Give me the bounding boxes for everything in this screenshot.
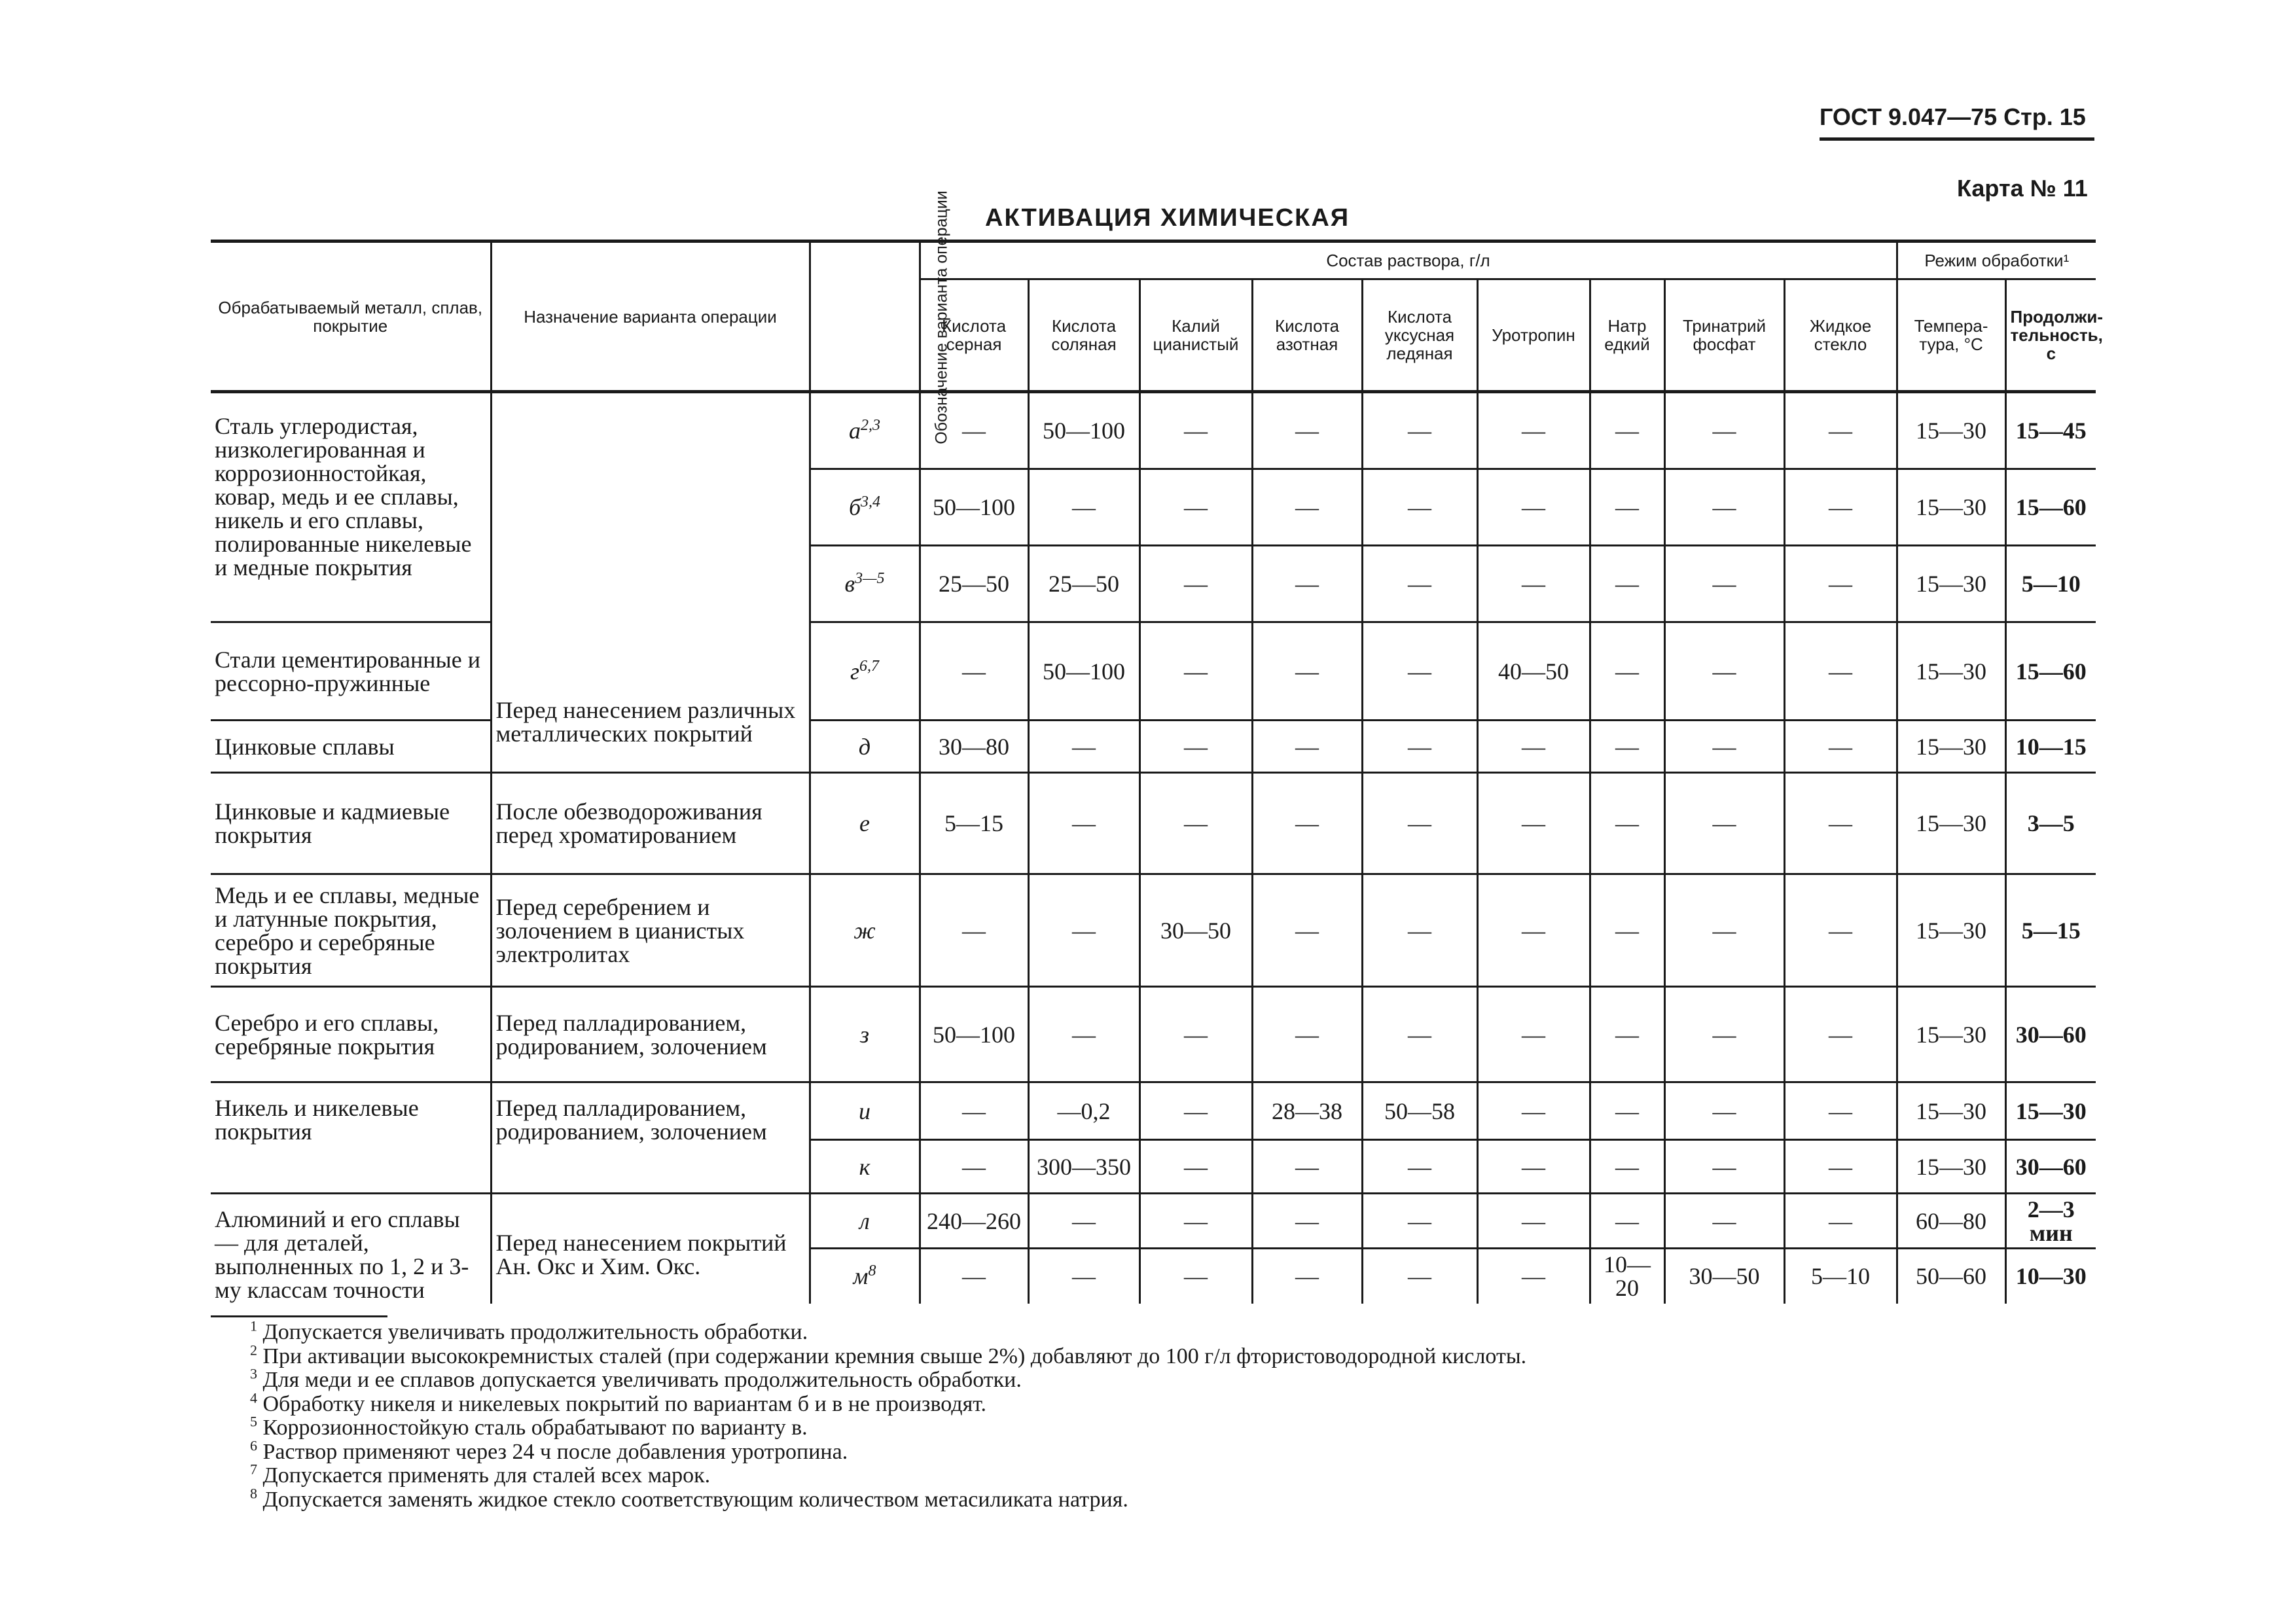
cell-sulfuric: 30—80 xyxy=(920,721,1028,773)
cell-urotropin: — xyxy=(1477,773,1590,874)
cell-phosphate: 30—50 xyxy=(1664,1249,1784,1304)
purpose-2: После обезводороживания перед хроматированием xyxy=(491,773,810,874)
cell-temperature: 15—30 xyxy=(1897,773,2005,874)
footnote-1: $^1$ Допускается увеличивать продолжительность обработки. xyxy=(250,1317,808,1344)
cell-nitric: — xyxy=(1252,546,1362,622)
cell-cyanide: 30—50 xyxy=(1139,874,1252,987)
cell-cyanide: — xyxy=(1139,1082,1252,1140)
cell-sulfuric: 240—260 xyxy=(920,1194,1028,1249)
col-header-variant-code: Обозначение варианта операции xyxy=(810,241,920,392)
variant-code: $в^{3—5}$ xyxy=(810,546,920,622)
footnote-rule xyxy=(211,1315,387,1317)
cell-nitric: — xyxy=(1252,1249,1362,1304)
table-row xyxy=(211,392,2096,469)
cell-naoh: — xyxy=(1590,773,1664,874)
footnote-4: $^4$ Обработку никеля и никелевых покрытий по вариантам б и в не производят. xyxy=(250,1389,987,1416)
cell-urotropin: — xyxy=(1477,392,1590,469)
variant-code: к xyxy=(810,1140,920,1194)
col-header-urotropin: Уротропин xyxy=(1477,279,1590,392)
gost-page-header: ГОСТ 9.047—75 Стр. 15 xyxy=(1820,103,2086,130)
cell-hydrochloric: — xyxy=(1028,721,1139,773)
cell-naoh: — xyxy=(1590,987,1664,1082)
cell-hydrochloric: — xyxy=(1028,1194,1139,1249)
cell-urotropin: 40—50 xyxy=(1477,622,1590,721)
cell-glass: — xyxy=(1784,1082,1897,1140)
cell-phosphate: — xyxy=(1664,1194,1784,1249)
col-header-naoh: Натр едкий xyxy=(1590,279,1664,392)
cell-hydrochloric: — xyxy=(1028,773,1139,874)
variant-code: д xyxy=(810,721,920,773)
cell-cyanide: — xyxy=(1139,1249,1252,1304)
col-header-composition: Состав раствора, г/л xyxy=(920,241,1897,279)
cell-hydrochloric: —0,2 xyxy=(1028,1082,1139,1140)
cell-nitric: — xyxy=(1252,1194,1362,1249)
cell-acetic: — xyxy=(1362,773,1477,874)
cell-sulfuric: 50—100 xyxy=(920,987,1028,1082)
cell-sulfuric: — xyxy=(920,874,1028,987)
variant-code: $б^{3,4}$ xyxy=(810,469,920,546)
col-header-metal: Обрабатываемый металл, сплав, покрытие xyxy=(211,241,491,392)
cell-cyanide: — xyxy=(1139,1194,1252,1249)
cell-glass: — xyxy=(1784,546,1897,622)
cell-hydrochloric: 25—50 xyxy=(1028,546,1139,622)
col-header-hydrochloric: Кислота соляная xyxy=(1028,279,1139,392)
variant-code: л xyxy=(810,1194,920,1249)
group-silver: Серебро и его сплавы, серебряные покрытия xyxy=(211,987,491,1082)
table-row xyxy=(211,987,2096,1082)
cell-duration: 5—10 xyxy=(2005,546,2096,622)
header-rule xyxy=(1820,137,2094,141)
cell-glass: 5—10 xyxy=(1784,1249,1897,1304)
cell-hydrochloric: 50—100 xyxy=(1028,392,1139,469)
purpose-1: Перед нанесением различных металлических покрытий xyxy=(491,392,810,773)
cell-duration: 30—60 xyxy=(2005,1140,2096,1194)
cell-glass: — xyxy=(1784,721,1897,773)
cell-phosphate: — xyxy=(1664,1140,1784,1194)
col-header-duration: Продолжи-тельность, с xyxy=(2005,279,2096,392)
cell-nitric: — xyxy=(1252,392,1362,469)
cell-naoh: — xyxy=(1590,1140,1664,1194)
group-nickel: Никель и никелевые покрытия xyxy=(211,1082,491,1194)
col-header-purpose: Назначение варианта операции xyxy=(491,241,810,392)
footnote-5: $^5$ Коррозионностойкую сталь обрабатывают по варианту в. xyxy=(250,1413,808,1440)
col-header-glass: Жидкое стекло xyxy=(1784,279,1897,392)
card-number: Карта № 11 xyxy=(1957,175,2088,202)
cell-phosphate: — xyxy=(1664,546,1784,622)
cell-urotropin: — xyxy=(1477,469,1590,546)
cell-temperature: 15—30 xyxy=(1897,392,2005,469)
cell-hydrochloric: — xyxy=(1028,987,1139,1082)
cell-duration: 10—30 xyxy=(2015,1263,2087,1290)
cell-sulfuric: — xyxy=(920,1249,1028,1304)
purpose-5: Перед палладированием, родированием, золочением xyxy=(491,1082,810,1194)
cell-cyanide: — xyxy=(1139,622,1252,721)
cell-naoh: — xyxy=(1590,392,1664,469)
cell-urotropin: — xyxy=(1477,721,1590,773)
cell-naoh: — xyxy=(1590,546,1664,622)
cell-nitric: — xyxy=(1252,469,1362,546)
cell-cyanide: — xyxy=(1139,773,1252,874)
cell-nitric: — xyxy=(1252,987,1362,1082)
cell-glass: — xyxy=(1784,1194,1897,1249)
cell-temperature: 15—30 xyxy=(1897,1082,2005,1140)
cell-urotropin: — xyxy=(1477,1082,1590,1140)
cell-nitric: — xyxy=(1252,622,1362,721)
purpose-3: Перед серебрением и золочением в цианистых электролитах xyxy=(491,874,810,987)
cell-glass: — xyxy=(1784,1140,1897,1194)
cell-naoh: — xyxy=(1590,622,1664,721)
cell-hydrochloric: 300—350 xyxy=(1028,1140,1139,1194)
variant-code: и xyxy=(810,1082,920,1140)
group-copper: Медь и ее сплавы, медные и латунные покрытия, серебро и серебряные покрытия xyxy=(211,874,491,987)
cell-acetic: — xyxy=(1362,987,1477,1082)
cell-acetic: — xyxy=(1362,469,1477,546)
cell-urotropin: — xyxy=(1477,874,1590,987)
cell-naoh: — xyxy=(1590,1194,1664,1249)
cell-naoh: — xyxy=(1590,874,1664,987)
cell-nitric: — xyxy=(1252,1140,1362,1194)
cell-nitric: — xyxy=(1252,874,1362,987)
cell-naoh: — xyxy=(1590,721,1664,773)
cell-naoh: — xyxy=(1590,469,1664,546)
cell-urotropin: — xyxy=(1477,1249,1590,1304)
cell-urotropin: — xyxy=(1477,546,1590,622)
cell-cyanide: — xyxy=(1139,392,1252,469)
footnote-6: $^6$ Раствор применяют через 24 ч после добавления уротропина. xyxy=(250,1437,848,1464)
cell-sulfuric: — xyxy=(920,622,1028,721)
cell-glass: — xyxy=(1784,874,1897,987)
cell-nitric: — xyxy=(1252,721,1362,773)
cell-glass: — xyxy=(1784,622,1897,721)
cell-duration: 30—60 xyxy=(2005,987,2096,1082)
footnote-3: $^3$ Для меди и ее сплавов допускается увеличивать продолжительность обработки. xyxy=(250,1365,1022,1392)
cell-duration: 3—5 xyxy=(2005,773,2096,874)
variant-code: $а^{2,3}$ xyxy=(810,392,920,469)
footnote-7: $^7$ Допускается применять для сталей всех марок. xyxy=(250,1461,711,1488)
cell-acetic: — xyxy=(1362,392,1477,469)
variant-code: з xyxy=(810,987,920,1082)
table-row xyxy=(211,1194,2096,1249)
group-aluminum: Алюминий и его сплавы — для деталей, выполненных по 1, 2 и 3-му классам точности xyxy=(211,1194,491,1304)
cell-cyanide: — xyxy=(1139,1140,1252,1194)
cell-acetic: — xyxy=(1362,721,1477,773)
purpose-6: Перед нанесением покрытий Ан. Окс и Хим. Окс. xyxy=(491,1194,810,1304)
cell-acetic: 50—58 xyxy=(1362,1082,1477,1140)
col-header-temperature: Темпера-тура, °С xyxy=(1897,279,2005,392)
cell-sulfuric: — xyxy=(920,1082,1028,1140)
cell-sulfuric: — xyxy=(920,1140,1028,1194)
cell-duration: 2—3 мин xyxy=(2005,1194,2096,1249)
cell-glass: — xyxy=(1784,987,1897,1082)
cell-temperature: 50—60 xyxy=(1897,1249,2005,1304)
cell-phosphate: — xyxy=(1664,773,1784,874)
group-zinc-cadmium: Цинковые и кадмиевые покрытия xyxy=(211,773,491,874)
cell-cyanide: — xyxy=(1139,721,1252,773)
cell-temperature: 15—30 xyxy=(1897,874,2005,987)
cell-sulfuric: 50—100 xyxy=(920,469,1028,546)
variant-code: ж xyxy=(810,874,920,987)
cell-cyanide: — xyxy=(1139,469,1252,546)
purpose-4: Перед палладированием, родированием, золочением xyxy=(491,987,810,1082)
table-row xyxy=(211,773,2096,874)
cell-urotropin: — xyxy=(1477,1194,1590,1249)
variant-code: е xyxy=(810,773,920,874)
cell-naoh: — xyxy=(1590,1082,1664,1140)
cell-duration: 5—15 xyxy=(2005,874,2096,987)
group-steel-1: Сталь углеродистая, низколегированная и коррозионностойкая, ковар, медь и ее сплавы, никель и его сплавы, полированные никелевые и медные покрытия xyxy=(211,392,491,622)
col-header-cyanide: Калий цианистый xyxy=(1139,279,1252,392)
variant-code: $г^{6,7}$ xyxy=(810,622,920,721)
cell-naoh: 10—20 xyxy=(1590,1249,1664,1304)
footnote-8: $^8$ Допускается заменять жидкое стекло соответствующим количеством метасиликата натрия. xyxy=(250,1485,1128,1512)
cell-temperature: 15—30 xyxy=(1897,546,2005,622)
cell-acetic: — xyxy=(1362,622,1477,721)
cell-duration: 15—60 xyxy=(2005,469,2096,546)
cell-phosphate: — xyxy=(1664,721,1784,773)
cell-urotropin: — xyxy=(1477,987,1590,1082)
cell-duration: 10—15 xyxy=(2005,721,2096,773)
cell-sulfuric: — xyxy=(920,392,1028,469)
cell-duration: 15—45 xyxy=(2005,392,2096,469)
cell-temperature: 15—30 xyxy=(1897,1140,2005,1194)
cell-temperature: 15—30 xyxy=(1897,721,2005,773)
col-header-regime: Режим обработки¹ xyxy=(1897,241,2096,279)
cell-acetic: — xyxy=(1362,1194,1477,1249)
cell-hydrochloric: 50—100 xyxy=(1028,622,1139,721)
table-row xyxy=(211,874,2096,987)
cell-acetic: — xyxy=(1362,1140,1477,1194)
group-zinc-alloys: Цинковые сплавы xyxy=(211,721,491,773)
cell-acetic: — xyxy=(1362,874,1477,987)
group-steel-2: Стали цементированные и рессорно-пружинные xyxy=(211,622,491,721)
cell-phosphate: — xyxy=(1664,987,1784,1082)
col-header-acetic: Кислота уксусная ледяная xyxy=(1362,279,1477,392)
cell-glass: — xyxy=(1784,392,1897,469)
cell-hydrochloric: — xyxy=(1028,874,1139,987)
cell-phosphate: — xyxy=(1664,469,1784,546)
cell-sulfuric: 25—50 xyxy=(920,546,1028,622)
cell-urotropin: — xyxy=(1477,1140,1590,1194)
col-header-phosphate: Тринатрий фосфат xyxy=(1664,279,1784,392)
cell-temperature: 15—30 xyxy=(1897,622,2005,721)
cell-phosphate: — xyxy=(1664,622,1784,721)
cell-phosphate: — xyxy=(1664,1082,1784,1140)
cell-phosphate: — xyxy=(1664,392,1784,469)
cell-sulfuric: 5—15 xyxy=(920,773,1028,874)
cell-hydrochloric: — xyxy=(1028,1249,1139,1304)
table-row xyxy=(211,1082,2096,1140)
footnotes xyxy=(250,1317,2083,1512)
cell-temperature: 60—80 xyxy=(1897,1194,2005,1249)
cell-duration: 15—60 xyxy=(2005,622,2096,721)
cell-acetic: — xyxy=(1362,1249,1477,1304)
cell-glass: — xyxy=(1784,773,1897,874)
cell-phosphate: — xyxy=(1664,874,1784,987)
cell-hydrochloric: — xyxy=(1028,469,1139,546)
cell-nitric: 28—38 xyxy=(1252,1082,1362,1140)
cell-glass: — xyxy=(1784,469,1897,546)
cell-temperature: 15—30 xyxy=(1897,987,2005,1082)
cell-duration: 15—30 xyxy=(2005,1082,2096,1140)
page-title: АКТИВАЦИЯ ХИМИЧЕСКАЯ xyxy=(985,204,1350,232)
cell-temperature: 15—30 xyxy=(1897,469,2005,546)
footnote-2: $^2$ При активации высококремнистых сталей (при содержании кремния свыше 2%) добавляют до 100 г/л фтористоводородной кислоты. xyxy=(250,1342,1527,1368)
col-header-sulfuric: Кислота серная xyxy=(920,279,1028,392)
variant-code: $м^8$ xyxy=(810,1249,920,1304)
col-header-nitric: Кислота азотная xyxy=(1252,279,1362,392)
cell-cyanide: — xyxy=(1139,987,1252,1082)
cell-cyanide: — xyxy=(1139,546,1252,622)
cell-nitric: — xyxy=(1252,773,1362,874)
cell-acetic: — xyxy=(1362,546,1477,622)
